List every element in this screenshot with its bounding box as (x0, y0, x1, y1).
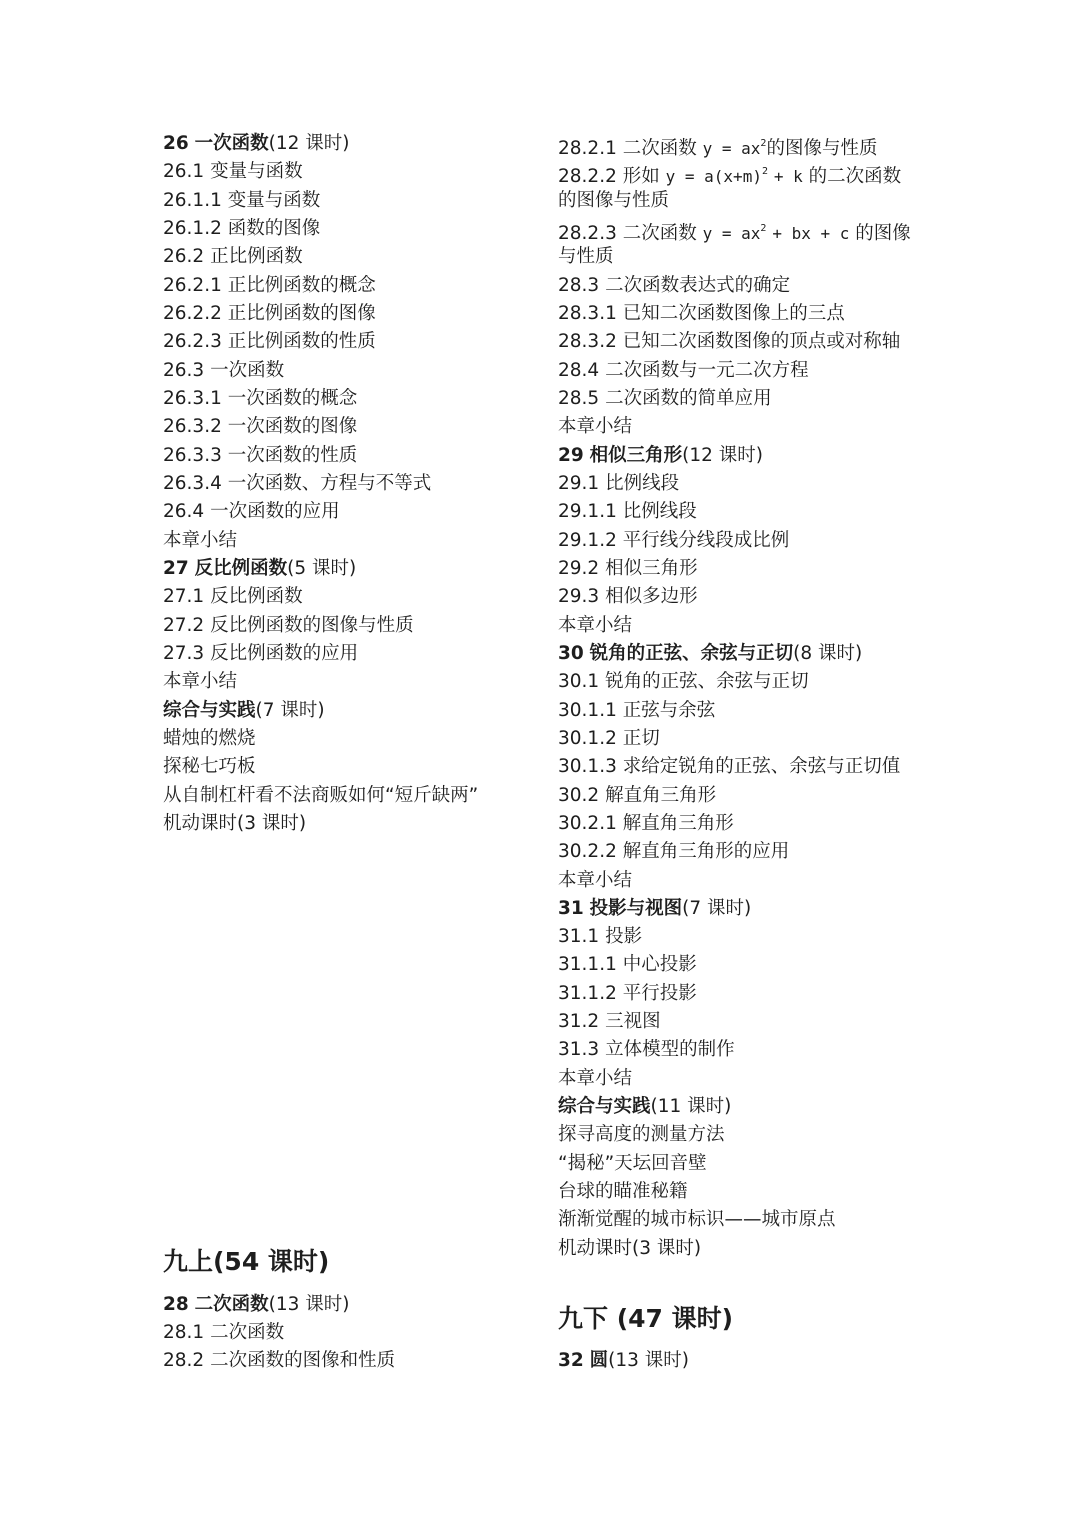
chapter-hours: (5 课时) (287, 558, 357, 579)
toc-item: 29.1 比例线段 (558, 473, 680, 494)
chapter-29-heading (558, 444, 763, 468)
toc-item: 26.1.1 变量与函数 (163, 190, 321, 211)
toc-item: 30.1 锐角的正弦、余弦与正切 (558, 671, 809, 692)
item-text: 的二次函数 (808, 166, 902, 187)
chapter-number: 32 (558, 1350, 584, 1371)
toc-item: 28.3 二次函数表达式的确定 (558, 275, 791, 296)
toc-item: 26.2 正比例函数 (163, 246, 303, 267)
chapter-30-heading (558, 642, 862, 666)
toc-item: 29.1.2 平行线分线段成比例 (558, 530, 790, 551)
toc-item: 31.1.1 中心投影 (558, 954, 697, 975)
toc-item: 31.1.2 平行投影 (558, 983, 697, 1004)
toc-item: 31.2 三视图 (558, 1011, 661, 1032)
practice-hours: (7 课时) (255, 700, 325, 721)
toc-item: 26.3.1 一次函数的概念 (163, 388, 358, 409)
chapter-title: 一次函数 (194, 133, 269, 154)
toc-item: 渐渐觉醒的城市标识——城市原点 (558, 1209, 836, 1230)
toc-item: 26.3 一次函数 (163, 360, 285, 381)
item-text: 28.2.1 二次函数 (558, 138, 697, 159)
toc-item: 26.2.1 正比例函数的概念 (163, 275, 376, 296)
toc-item: 26.3.3 一次函数的性质 (163, 445, 358, 466)
toc-item-formula (558, 160, 902, 187)
chapter-number: 30 (558, 643, 584, 664)
toc-item: 本章小结 (558, 615, 633, 636)
chapter-28-heading (163, 1293, 350, 1317)
practice-heading (558, 1095, 731, 1119)
formula: + k (773, 167, 803, 186)
toc-item: 28.5 二次函数的简单应用 (558, 388, 772, 409)
chapter-title: 投影与视图 (589, 898, 683, 919)
toc-item: 26.3.4 一次函数、方程与不等式 (163, 473, 432, 494)
toc-item: 29.3 相似多边形 (558, 586, 698, 607)
formula: + bx + c (772, 224, 850, 243)
chapter-hours: (12 课时) (268, 133, 350, 154)
toc-item-formula (558, 132, 878, 159)
chapter-number: 27 (163, 558, 189, 579)
chapter-hours: (7 课时) (682, 898, 752, 919)
chapter-number: 28 (163, 1294, 189, 1315)
practice-title: 综合与实践 (163, 700, 256, 721)
chapter-title: 二次函数 (194, 1294, 269, 1315)
toc-item: 29.2 相似三角形 (558, 558, 698, 579)
chapter-hours: (8 课时) (793, 643, 863, 664)
chapter-number: 29 (558, 445, 584, 466)
formula-exponent: 2 (761, 166, 768, 177)
toc-item: 26.2.2 正比例函数的图像 (163, 303, 376, 324)
toc-item: 31.1 投影 (558, 926, 643, 947)
formula: y = a(x+m) (665, 167, 762, 186)
toc-item: 29.1.1 比例线段 (558, 501, 697, 522)
toc-item: “揭秘”天坛回音壁 (558, 1153, 707, 1174)
toc-item: 28.1 二次函数 (163, 1322, 285, 1343)
formula: y = ax (702, 224, 761, 243)
chapter-hours: (13 课时) (608, 1350, 690, 1371)
toc-item: 与性质 (558, 246, 614, 267)
toc-item: 30.2.1 解直角三角形 (558, 813, 734, 834)
chapter-26-heading (163, 132, 350, 156)
chapter-title: 反比例函数 (194, 558, 288, 579)
toc-item: 26.4 一次函数的应用 (163, 501, 340, 522)
chapter-title: 相似三角形 (589, 445, 683, 466)
chapter-title: 锐角的正弦、余弦与正切 (589, 643, 794, 664)
toc-item: 30.1.1 正弦与余弦 (558, 700, 716, 721)
toc-item: 27.1 反比例函数 (163, 586, 303, 607)
toc-item: 机动课时(3 课时) (163, 813, 307, 834)
toc-item: 30.2.2 解直角三角形的应用 (558, 841, 790, 862)
chapter-31-heading (558, 897, 751, 921)
toc-item: 本章小结 (163, 671, 238, 692)
chapter-hours: (12 课时) (682, 445, 764, 466)
toc-item: 本章小结 (558, 416, 633, 437)
toc-item: 26.3.2 一次函数的图像 (163, 416, 358, 437)
chapter-32-heading (558, 1349, 689, 1373)
toc-item: 27.2 反比例函数的图像与性质 (163, 615, 414, 636)
right-column (558, 0, 1038, 1527)
toc-item: 26.1.2 函数的图像 (163, 218, 321, 239)
toc-item: 本章小结 (163, 530, 238, 551)
chapter-hours: (13 课时) (268, 1294, 350, 1315)
toc-item: 机动课时(3 课时) (558, 1238, 702, 1259)
toc-item: 的图像与性质 (558, 190, 670, 211)
toc-item: 本章小结 (558, 870, 633, 891)
toc-item: 28.2 二次函数的图像和性质 (163, 1350, 396, 1371)
section-heading-grade9-lower: 九下 (47 课时) (558, 1304, 734, 1333)
chapter-title: 圆 (589, 1350, 609, 1371)
toc-item: 台球的瞄准秘籍 (558, 1181, 688, 1202)
toc-item: 蜡烛的燃烧 (163, 728, 256, 749)
toc-item: 27.3 反比例函数的应用 (163, 643, 359, 664)
toc-item: 探秘七巧板 (163, 756, 256, 777)
toc-item: 探寻高度的测量方法 (558, 1124, 725, 1145)
toc-item: 26.1 变量与函数 (163, 161, 303, 182)
chapter-number: 26 (163, 133, 189, 154)
item-text: 的图像与性质 (766, 138, 878, 159)
toc-item: 28.3.1 已知二次函数图像上的三点 (558, 303, 845, 324)
toc-item: 28.4 二次函数与一元二次方程 (558, 360, 809, 381)
chapter-number: 31 (558, 898, 584, 919)
item-text: 的图像 (855, 223, 911, 244)
section-heading-grade9-upper: 九上(54 课时) (163, 1247, 330, 1276)
left-column (163, 0, 553, 1527)
toc-item: 30.1.2 正切 (558, 728, 660, 749)
formula-exponent: 2 (760, 223, 767, 234)
practice-heading (163, 699, 325, 723)
toc-item-formula (558, 217, 911, 244)
formula: y = ax (702, 139, 761, 158)
practice-hours: (11 课时) (650, 1096, 732, 1117)
item-text: 28.2.2 形如 (558, 166, 660, 187)
toc-item: 28.3.2 已知二次函数图像的顶点或对称轴 (558, 331, 901, 352)
toc-item: 30.2 解直角三角形 (558, 785, 717, 806)
formula-exponent: 2 (760, 138, 767, 149)
toc-item: 31.3 立体模型的制作 (558, 1039, 735, 1060)
practice-title: 综合与实践 (558, 1096, 651, 1117)
toc-item: 30.1.3 求给定锐角的正弦、余弦与正切值 (558, 756, 901, 777)
chapter-27-heading (163, 557, 356, 581)
toc-item: 26.2.3 正比例函数的性质 (163, 331, 376, 352)
item-text: 28.2.3 二次函数 (558, 223, 697, 244)
toc-item: 本章小结 (558, 1068, 633, 1089)
toc-item: 从自制杠杆看不法商贩如何“短斤缺两” (163, 785, 479, 806)
